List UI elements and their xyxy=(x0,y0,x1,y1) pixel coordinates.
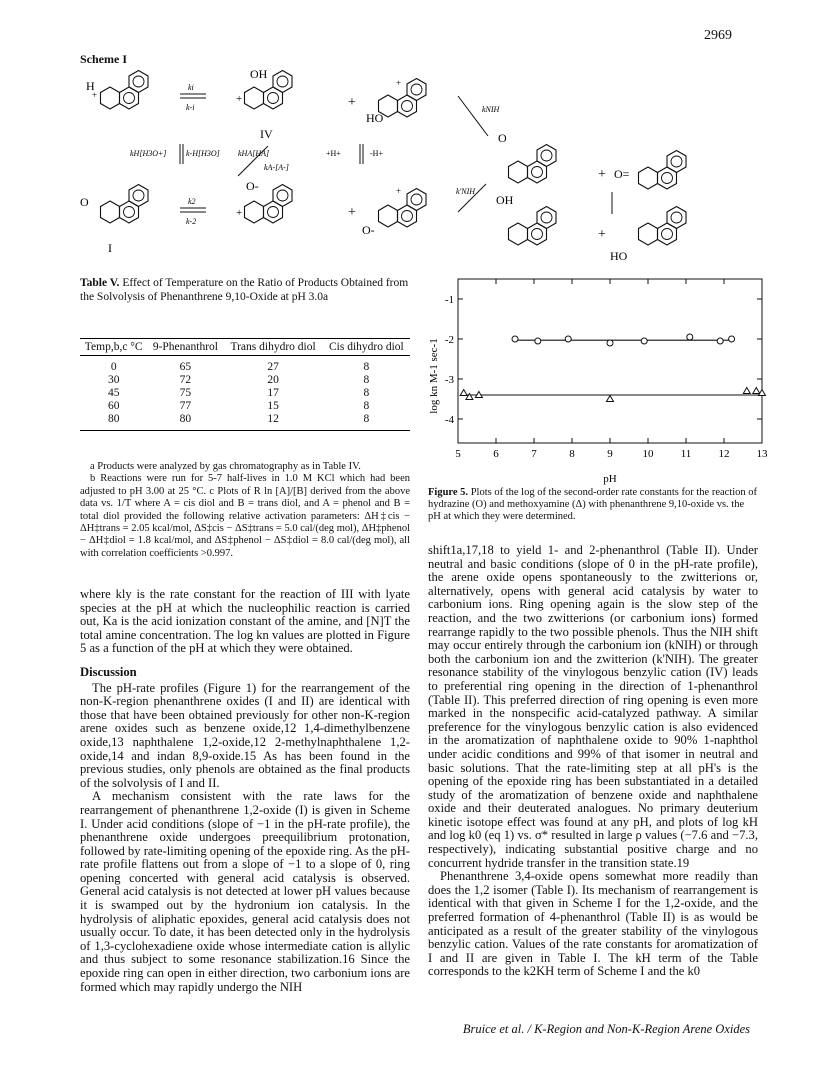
table-header-trans: Trans dihydro diol xyxy=(230,341,316,353)
label-ho-2: HO xyxy=(610,249,628,263)
data-point-circle xyxy=(565,336,571,342)
structure-2-phenanthrol xyxy=(610,207,686,264)
figure-caption-label: Figure 5. xyxy=(428,487,469,498)
structure-protonated-oxide xyxy=(86,71,148,110)
table-footnote-a: a Products were analyzed by gas chromatography as in Table IV. xyxy=(90,461,361,472)
figure-5-chart xyxy=(425,276,767,488)
structure-iv xyxy=(236,67,292,141)
plus-sign: + xyxy=(348,95,356,110)
cell: 30 xyxy=(107,374,120,386)
cell: 75 xyxy=(179,387,192,399)
table-caption-label: Table V. xyxy=(80,277,120,289)
scheme-diagram xyxy=(78,66,750,266)
paragraph: shift1a,17,18 to yield 1- and 2-phenanthrol (Table II). Under neutral and basic conditions (slope of 0 in the pH-rate profile), the arene oxide opens spontaneously to the zwitterions or, alternatively, opens with general acid catalysis by water to carbonium ions. Ring opening again is the slow step of the reaction, and the two zwitterions (or carbonium ions) formed rearrange rapidly to the two possible phenols. Thus the NIH shift may occur entirely through the carbonium ion (kNIH) or through both the carbonium ion and the zwitterion (k'NIH). The greater resonance stability of the vinylogous benzylic cation (IV) leads to preferential ring opening in the direction of 1-phenanthrol (Table II). This preferred direction of ring opening is even more marked in the nonspecific acid-catalyzed pathway. A similar preference for the vinylogous benzylic cation is also evidenced in the aromatization of naphthalene oxide to 90% 1-naphthol under acidic conditions and 99% of that isomer in neutral and basic solutions. That the rate-limiting step at all pH's is the opening of the epoxide ring has been substantiated in a detailed study of the aromatization of benzene oxide and naphthalene oxide and their deuterated analogues. No primary deuterium kinetic isotope effect was found at any pH, and plots of log kH and log k0 (eq 1) vs. σ* resulted in large ρ values (−7.6 and −7.3, respectively), indicating substantial positive charge and no concurrent hydride transfer in the transition state.19 xyxy=(428,543,758,870)
label-oeq: O= xyxy=(614,167,630,181)
label-kh: kH[H3O+] xyxy=(130,149,167,158)
y-tick-label: -3 xyxy=(444,374,454,386)
table-row xyxy=(80,400,410,413)
label-mhplus: -H+ xyxy=(370,149,383,158)
x-tick-label: 11 xyxy=(680,448,692,460)
structure-ketone-2 xyxy=(614,151,686,190)
label-ka: kA-[A-] xyxy=(264,163,289,172)
cell: 60 xyxy=(107,400,120,412)
y-axis-label: log kn M-1 sec-1 xyxy=(428,338,440,414)
x-tick-label: 12 xyxy=(718,448,730,460)
table-v xyxy=(80,338,410,431)
label-kmi: k-i xyxy=(186,103,195,112)
plus-sign: + xyxy=(396,78,402,88)
data-point-circle xyxy=(641,338,647,344)
cell: 8 xyxy=(363,387,370,399)
figure-caption-text: Plots of the log of the second-order rate constants for the reaction of hydrazine (O) and methoxyamine (Δ) with phenanthrene 9,10-oxide vs. the pH at which they were determined. xyxy=(428,487,758,522)
y-tick-label: -2 xyxy=(444,334,454,346)
data-point-circle xyxy=(607,340,613,346)
structure-zwitterion-2 xyxy=(362,186,426,237)
arrow-knih xyxy=(458,96,488,136)
label-kpnih: k'NIH xyxy=(456,187,476,196)
label-i: I xyxy=(108,241,112,255)
cell: 8 xyxy=(363,400,370,412)
data-point-triangle xyxy=(460,390,467,396)
cell: 0 xyxy=(110,361,117,373)
label-iv: IV xyxy=(260,127,273,141)
data-point-triangle xyxy=(753,388,760,394)
table-row xyxy=(80,374,410,387)
label-k2: k2 xyxy=(188,197,196,206)
plot-frame xyxy=(458,279,762,443)
cell: 20 xyxy=(267,374,279,386)
x-tick-label: 5 xyxy=(455,448,461,460)
cell: 45 xyxy=(107,387,120,399)
chart-marks xyxy=(445,279,767,460)
data-point-circle xyxy=(717,338,723,344)
plus-sign: + xyxy=(396,186,402,196)
data-point-circle xyxy=(687,334,693,340)
table-header-cis: Cis dihydro diol xyxy=(329,341,404,353)
paragraph: The pH-rate profiles (Figure 1) for the rearrangement of the non-K-region phenanthrene oxides (I and II) are identical with those that have been obtained previously for other non-K-region arene oxides such as benzene oxide,12 1,4-dimethylbenzene oxide,13 naphthalene 1,2-oxide,12 2-methylnaphthalene 1,2-oxide,14 and indan 8,9-oxide.15 As has been found in the previous studies, only phenols are obtained as the final products of the solvolysis of I and II. xyxy=(80,680,410,790)
cell: 17 xyxy=(267,387,279,399)
label-ominus-2: O- xyxy=(362,223,375,237)
structure-i xyxy=(80,185,148,256)
paragraph: Phenanthrene 3,4-oxide opens somewhat more readily than does the 1,2 isomer (Table I). Its mechanism of rearrangement is identical with that given in Scheme I for the 1,2-oxide, and the preferred formation of 4-phenanthrol (Table II) is as would be anticipated as a result of the greater stability of the vinylogous benzylic cation. Values of the rate constants for aromatization of I and II are given in Table I. The kH term of the Table corresponds to the k2KH term of Scheme I and the k0 xyxy=(428,869,758,979)
label-km2: k-2 xyxy=(186,217,197,226)
structure-1-phenanthrol xyxy=(496,193,556,245)
data-point-circle xyxy=(512,336,518,342)
x-tick-label: 10 xyxy=(642,448,654,460)
table-header-phenanthrol: 9-Phenanthrol xyxy=(152,341,218,353)
structure-zwitterion-1 xyxy=(236,179,292,223)
plus-sign: + xyxy=(92,90,98,100)
label-ominus: O- xyxy=(246,179,259,193)
cell: 65 xyxy=(179,361,192,373)
x-tick-label: 13 xyxy=(756,448,767,460)
left-column xyxy=(80,588,410,994)
label-ki: ki xyxy=(188,83,194,92)
page-footer: Bruice et al. / K-Region and Non-K-Region Arene Oxides xyxy=(462,1022,750,1036)
plus-sign: + xyxy=(236,93,243,105)
chart-svg xyxy=(425,276,767,488)
label-hplus: +H+ xyxy=(326,149,341,158)
label-knih: kNIH xyxy=(482,105,500,114)
paragraph: where kly is the rate constant for the reaction of III with lyate species at the pH at which the nucleophilic reaction is carried out, Ka is the acid ionization constant of the amine, and [N]T the total amine concentration. The log kn values are plotted in Figure 5 as a function of the pH at which they were obtained. xyxy=(80,587,410,656)
cell: 8 xyxy=(363,374,370,386)
table-footnote-bc: b Reactions were run for 5-7 half-lives in 1.0 M KCl which had been adjusted to pH 3.00 at 25 °C. c Plots of R ln [A]/[B] derived from the above data vs. 1/T where A = cis diol and B = trans diol, and A = phenol and B = total diol provided the following relative activation parameters: ΔH‡cis − ΔH‡trans = 2.05 kcal/mol, ΔS‡cis − ΔS‡trans = 5.0 cal/(deg mol), ΔH‡phenol − ΔH‡diol = 1.8 kcal/mol, and ΔS‡phenol − ΔS‡diol = 8.0 cal/(deg mol), all with correlation coefficients >0.997. xyxy=(80,473,410,559)
table-footnotes xyxy=(80,461,410,560)
label-o: O xyxy=(80,195,89,209)
x-tick-label: 9 xyxy=(607,448,613,460)
label-kha: kHA[HA] xyxy=(238,149,270,158)
table-row xyxy=(80,413,410,431)
x-axis-label: pH xyxy=(603,473,617,485)
label-oh-2: OH xyxy=(496,193,514,207)
cell: 12 xyxy=(267,413,279,425)
table-row xyxy=(80,356,410,375)
data-point-circle xyxy=(729,336,735,342)
page-number: 2969 xyxy=(704,28,732,43)
data-point-triangle xyxy=(607,396,614,402)
plus-sign: + xyxy=(598,167,606,182)
right-column xyxy=(428,544,758,979)
scheme-title: Scheme I xyxy=(80,52,127,66)
label-h: H xyxy=(86,79,95,93)
label-oh: OH xyxy=(250,67,268,81)
label-kmh: k-H[H3O] xyxy=(186,149,220,158)
structure-cation-2 xyxy=(366,78,426,125)
table-caption xyxy=(80,277,410,304)
y-tick-label: -4 xyxy=(444,414,454,426)
label-ho: HO xyxy=(366,111,384,125)
cell: 8 xyxy=(363,361,370,373)
x-tick-label: 8 xyxy=(569,448,575,460)
data-point-triangle xyxy=(743,388,750,394)
table-caption-text: Effect of Temperature on the Ratio of Products Obtained from the Solvolysis of Phenanthrene 9,10-Oxide at pH 3.0a xyxy=(80,277,409,303)
plus-sign: + xyxy=(348,205,356,220)
table-header-temp: Temp,b,c °C xyxy=(84,341,143,353)
cell: 80 xyxy=(179,413,192,425)
x-tick-label: 6 xyxy=(493,448,499,460)
figure-caption xyxy=(428,487,758,523)
paragraph: A mechanism consistent with the rate laws for the rearrangement of phenanthrene 1,2-oxide (I) is given in Scheme I. Under acid conditions (slope of −1 in the pH-rate profile), the phenanthrene oxide undergoes preequilibrium protonation, followed by rate-limiting opening of the epoxide ring. As the pH-rate profile flattens out from a slope of −1 to a slope of 0, ring opening concerted with general acid catalysis is observed. General acid catalysis is not detected at lower pH values because it is swamped out by the hydronium ion catalysis. In the hydrolysis of aliphatic epoxides, general acid catalysis does not usually occur. To date, it has been detected only in the hydrolysis of 1,3-cyclohexadiene oxide whose intermediate cation is allylic and thus subject to some resonance stabilization.16 Since the epoxide ring can open in either direction, two carbonium ions are formed which may rapidly undergo the NIH xyxy=(80,789,410,994)
y-tick-label: -1 xyxy=(444,294,454,306)
section-heading-discussion: Discussion xyxy=(80,664,137,679)
cell: 15 xyxy=(267,400,279,412)
label-o-ketone: O xyxy=(498,131,507,145)
structure-ketone-1 xyxy=(498,131,556,183)
cell: 8 xyxy=(363,413,370,425)
table-row xyxy=(80,387,410,400)
x-tick-label: 7 xyxy=(531,448,537,460)
cell: 27 xyxy=(267,361,279,373)
cell: 80 xyxy=(107,413,120,425)
plus-sign: + xyxy=(598,227,606,242)
plus-sign: + xyxy=(236,207,243,219)
data-point-circle xyxy=(535,338,541,344)
cell: 77 xyxy=(179,400,192,412)
cell: 72 xyxy=(179,374,192,386)
